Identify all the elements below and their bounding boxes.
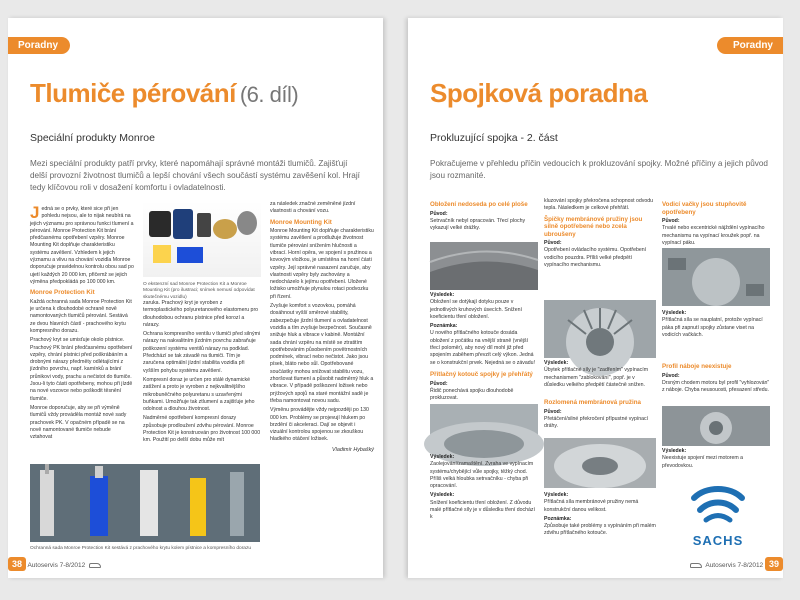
column-1-top: Obložení nedoseda po celé ploše Původ: Setrvačník nebyl opracován. Třecí plochy vykazují velké drážky. <box>430 198 538 260</box>
diaphragm-spring-photo <box>544 300 656 358</box>
paragraph: Přetáčení/silné překročení přípustné vypínací dráhy. <box>544 415 649 430</box>
column-1 <box>30 203 134 454</box>
paragraph: Ochrana kompresního ventilu v tlumiči před silnými nárazy na nakvalitním jízdním povrchu zabraňuje poškození systému ventilů nárazy na podklad. Předchází se tak závadě na tlumiči. Tím je zaručena optimální jízdní stabilita vozidla při vyšším pohybu systému zavěšení. <box>143 331 261 374</box>
column-3-top: Vodicí vačky jsou stupňovitě opotřebeny Původ: Trvalé nebo excentrické nájždění vypínacího mechanismu na vypínací kroužek popř. na vypínací páku. <box>662 198 770 246</box>
diaphragm-spring-image <box>544 300 656 358</box>
shock-absorbers-photo <box>30 464 260 542</box>
column-1-mid: Výsledek: Obložení se dotýkají dotyku pouze v jednotlivých kruhových úsecích. Snížení koeficientu tření obložení. Poznámka: U nového přítlačného kotouče dosáda obložení z počátku na vnější straně (vnější třecí poloměr), aby nový díl mohl již před spojením zaběhem převzít celý výkon. Jedná se o konstrukční prvek. Nejedná se o závadu! <box>430 292 535 366</box>
broken-spring-image <box>544 438 656 488</box>
shock-absorbers-image <box>30 464 260 542</box>
paragraph: Zaolejování/zamaštění. Zvraha ve vypínacím systému/chybějící vůle spojky, těžký chod. Příliš velká hloubka setrvačníku - chyba při opracování. <box>430 461 534 490</box>
left-page <box>8 18 383 578</box>
guide-cams-photo <box>662 248 770 306</box>
page-number: 39 <box>765 557 783 571</box>
paragraph: Trvalé nebo excentrické nájždění vypínacího mechanismu na vypínací kroužek popř. na vypínací páku. <box>662 225 765 246</box>
section-heading: Vodicí vačky jsou stupňovitě opotřebeny <box>662 201 747 216</box>
pressure-plate-image <box>430 404 538 450</box>
section-tab: Poradny <box>717 37 783 54</box>
paragraph: Neexistuje spojení mezi motorem a převodovkou. <box>662 455 744 469</box>
magazine-name: Autoservis 7-8/2012 <box>705 562 764 569</box>
sachs-wordmark: SACHS <box>692 533 744 548</box>
magazine-name: Autoservis 7-8/2012 <box>27 562 86 569</box>
paragraph: Úbytek přítlačné síly je "zadřením" vypínacím mechanismem "zablokování", popř. je v důsledku velkého předpětí částečně snížen. <box>544 367 649 388</box>
flywheel-photo <box>430 242 538 290</box>
car-icon <box>690 563 702 568</box>
paragraph: Monroe Mounting Kit doplňuje charakteristiku systému zavěšení a prodlužuje životnost tlumiče pérování snížením hlučnosti a vibrací. Horní opěra, ve spojení s pružinou a kovovým vložkou, je umístěna na horní části vzpěry. Její správné nasazení zaručuje, aby vlastnosti vzpěry byly zachovány a nedocházelo k jejímu opotřebení. Uložené ložisko umožňuje plynulou rotaci podvozku při řízení. <box>270 228 374 300</box>
section-heading: Přítlačný kotouč spojky je přehřátý <box>430 371 533 378</box>
paragraph: Setrvačník nebyl opracován. Třecí plochy vykazují velké drážky. <box>430 217 526 232</box>
paragraph: U nového přítlačného kotouče dosáda obložení z počátku na vnější straně (vnější třecí poloměr), aby nový díl mohl již před spojením zaběhem převzít celý výkon. Jedná se o konstrukční prvek. Nejedná se o závadu! <box>430 330 535 366</box>
section-heading: Monroe Mounting Kit <box>270 218 332 226</box>
guide-cams-image <box>662 248 770 306</box>
paragraph: edná se o prvky, které sice při jen pohledu nejsou, ale to nijak neubírá na jejich významu pro správnou funkci tlumení a pérování. Monroe Protection Kit brání předčasnému opotřebení vzpěry. Monroe Mounting Kit doplňuje charakteristiku systému zavěšení. Vzhledem k jejich významu a vlivu na chování vozidla Monroe doporučuje pravidelnou kontrolu obou sad po ujetí každých 20 000 km, přičemž se jejich výměna předpokládá po 100 000 km. <box>30 206 134 285</box>
hub-profile-photo <box>662 406 770 446</box>
paragraph: kluzování spojky překročena schopnost odvodu tepla. Následkem je celkové přehřátí. <box>544 198 654 212</box>
article-lead: Pokračujeme v přehledu příčin vedoucích k prokluzování spojky. Možné příčiny a jejich původ jsou rozmanité. <box>430 159 768 180</box>
section-heading: Profil náboje neexistuje <box>662 363 732 370</box>
article-subtitle: Speciální produkty Monroe <box>30 132 155 144</box>
car-icon <box>89 563 101 568</box>
hub-profile-image <box>662 406 770 446</box>
paragraph: Zvyšuje komfort s vozovkou, pomáhá dosáhnout vyšší směrové stability, zabezpečuje jízdní tlumení a ovladatelnost vozidla a tím zvyšuje bezpečnost. Současně snižuje hluk a vibrace v kabině. Montážní sada chrání vzpěru na místě se ztratitím opotřebováním působením povětrnostních podmínek, vibrací nebo nečistot. Jako jsou písek, bláto nebo sůl. Opotřebované součástky mohou snižovat stabilitu vozu, zhoršovat tlumení a působit nadměrný hluk a vibrace. V případě poškození ložisek nebo prýžových spojů na staré montážní sadě je třeba namontovat novou sadu. <box>270 303 374 404</box>
section-heading: Špičky membránové pružiny jsou silně opotřebené nebo zcela ubroušeny <box>544 215 643 238</box>
article-subtitle: Prokluzující spojka - 2. část <box>430 132 558 144</box>
section-heading: Obložení nedoseda po celé ploše <box>430 201 528 208</box>
paragraph: Monroe doporučuje, aby se při výměně tlumičů vždy prováděla montáž nové sady prachovek PK. V opačném případě se na nově namontované tlumiče nebude vztahovat <box>30 404 127 441</box>
paragraph: Každá ochranná sada Monroe Protection Kit je určena k dlouhodobé ochraně nově namontovaných tlumičů pérování. Sestává ze dvou hlavních částí - prachového krytu kompresního dorazu. <box>30 298 132 334</box>
column-1-bottom: Výsledek: Zaolejování/zamaštění. Zvraha ve vypínacím systému/chybějící vůle spojky, těžký chod. Příliš velká hloubka setrvačníku - chyba při opracování. Výsledek: Snížení koeficientu tření obložení. Z důvodu malé přítlačné síly je v důsledku tření dochází k <box>430 454 535 521</box>
section-heading: Rozlomená membránová pružina <box>544 399 641 406</box>
page-footer <box>8 557 103 571</box>
paragraph: Snížení koeficientu tření obložení. Z důvodu malé přítlačné síly je v důsledku tření dochází k <box>430 499 535 521</box>
paragraph: Způsobuje také problémy s vypínáním při malém zdvihu přítlačného kotouče. <box>544 523 656 537</box>
page-footer <box>688 557 783 571</box>
author-signature: Vladimír Hybašký <box>332 446 374 453</box>
pressure-plate-photo <box>430 404 538 450</box>
paragraph: Drsným chodem motoru byl profil "vyhlozován" z náboje. Chyba neusouosti, přesazení středu. <box>662 379 770 394</box>
section-heading: Monroe Protection Kit <box>30 289 95 297</box>
paragraph: Výměnu provádějte vždy nejpozději po 130 000 km. Problémy se projevují hlukem po brzdění či akceleraci. Dají se objevit i vizuální kontrolou spojenou se zkouškou hladkého otáčení ložisek. <box>270 407 369 443</box>
column-2-mid: Výsledek: Úbytek přítlačné síly je "zadřením" vypínacím mechanismem "zablokování", popř. je v důsledku velkého předpětí částečně snížen. <box>544 360 649 388</box>
section-tab: Poradny <box>8 37 70 54</box>
column-2-top: kluzování spojky překročena schopnost odvodu tepla. Následkem je celkové přehřátí. Špičky membránové pružiny jsou silně opotřebené nebo zcela ubroušeny Původ: Opotřebení ovládacího systému. Opotřebení vodicího pouzdra. Příliš velké předpětí vypínacího mechanismu. <box>544 198 656 294</box>
column-2 <box>143 300 261 454</box>
paragraph: Řidič ponechává spojku dlouhodobě prokluzovat. <box>430 387 514 402</box>
sachs-logo <box>680 484 756 548</box>
paragraph: Opotřebení ovládacího systému. Opotřebení vodicího pouzdra. Příliš velké předpětí vypínacího mechanismu. <box>544 247 647 268</box>
title-main: Tlumiče pérování <box>30 78 236 108</box>
column-3-h2: Profil náboje neexistuje Původ: Drsným chodem motoru byl profil "vyhlozován" z náboje. Chyba neusouosti, přesazení středu. <box>662 363 770 394</box>
title-main: Spojková poradna <box>430 78 648 108</box>
column-2-bottom: Výsledek: Přítlačná síla membránové pružiny nemá konstrukční danou velikost. Poznámka: Způsobuje také problémy s vypínáním při malém zdvihu přítlačného kotouče. <box>544 492 656 537</box>
paragraph: Prachový kryt se umisťuje okolo pístnice. Prachový PK brání předčasnému opotřebení vzpěry, chrání pístnici před poškrábáním a drobnými nárazy předměty odlétajícími z jízdního povrchu, např. kamínků a brání průnikovi vody, prachu a nečistot do tlumiče. Jsou-li tyto části opotřebeny, mohou při jízdě na nové vozovce nebo poškodit těsnění tlumiče. <box>30 337 133 402</box>
paragraph: za následek značné zeměněné jízdní vlastnosti a chování vozu. <box>270 201 356 215</box>
flywheel-image <box>430 242 538 290</box>
column-3-mid: Výsledek: Přítlačná síla se nauplatní, protože vypínací páka při zapnutí spojky zůstane viset na vodicích vačkách. <box>662 310 763 338</box>
broken-spring-photo <box>544 438 656 488</box>
paragraph: Přítlačná síla se nauplatní, protože vypínací páka při zapnutí spojky zůstane viset na vodicích vačkách. <box>662 317 763 338</box>
photo-caption-top: O ekstenzní sad Monroe Protection Kit a Monroe Mounting Kit (pro ilustraci; snímek nemusí odpovídat skutečnému vozidlu) <box>143 282 255 300</box>
article-title <box>430 78 647 109</box>
paragraph: Kompresní doraz je určen pro stálé dynamické zatížení a proto je vyroben z nejkvalitnějšího mikrobuněčného polyuretanu s uzavřenými buňkami. Umožňuje tak ztlumení a zajišťuje jeho odolnost a dlouhou životnost. <box>143 376 255 413</box>
product-photo <box>143 201 261 277</box>
column-2-h2: Rozlomená membránová pružina Původ: Přetáčení/silné překročení přípustné vypínací dráhy. <box>544 396 656 436</box>
page-number: 38 <box>8 557 26 571</box>
photo-caption-bottom: Ochranná sada Monroe Protection Kit sestává z prachového krytu kolem pístnice a kompresního dorazu <box>30 546 252 551</box>
article-lead: Mezi speciální produkty patří prvky, které napomáhají správné montáži tlumičů. Zajišťují delší provozní životnost tlumičů a lepší chování všech součástí systému zavěšení kol. Hrají tedy klíčovou roli v dosažení komfortu i ovladatelnosti. <box>30 159 360 192</box>
column-1-h2: Přítlačný kotouč spojky je přehřátý Původ: Řidič ponechává spojku dlouhodobě prokluzovat. <box>430 368 538 400</box>
sachs-logo-icon <box>680 484 756 528</box>
paragraph: Přítlačná síla membránové pružiny nemá konstrukční danou velikost. <box>544 499 639 513</box>
title-suffix: (6. díl) <box>239 82 299 107</box>
article-title <box>30 78 298 109</box>
right-page <box>408 18 783 578</box>
column-3-bottom: Výsledek: Neexistuje spojení mezi motorem a převodovkou. <box>662 448 744 469</box>
paragraph: zaruka. Prachový kryt je vyroben z termoplastického polyuretanového elastomeru pro dlouhodobou ochranu pístnice před korozí a nárazy. <box>143 300 259 328</box>
dropcap: J <box>30 203 40 222</box>
paragraph: Nadměrné opotřebení kompresní dorazy způsobuje prodloužení zdvihu pérování. Monroe Protection Kit je konstruován pro životnost 100 000 km. Použití po delší dobu může mít <box>143 415 261 444</box>
paragraph: Obložení se dotýkají dotyku pouze v jednotlivých kruhových úsecích. Snížení koeficientu tření obložení. <box>430 299 522 320</box>
column-3 <box>270 201 374 546</box>
product-kit-image <box>143 201 261 277</box>
